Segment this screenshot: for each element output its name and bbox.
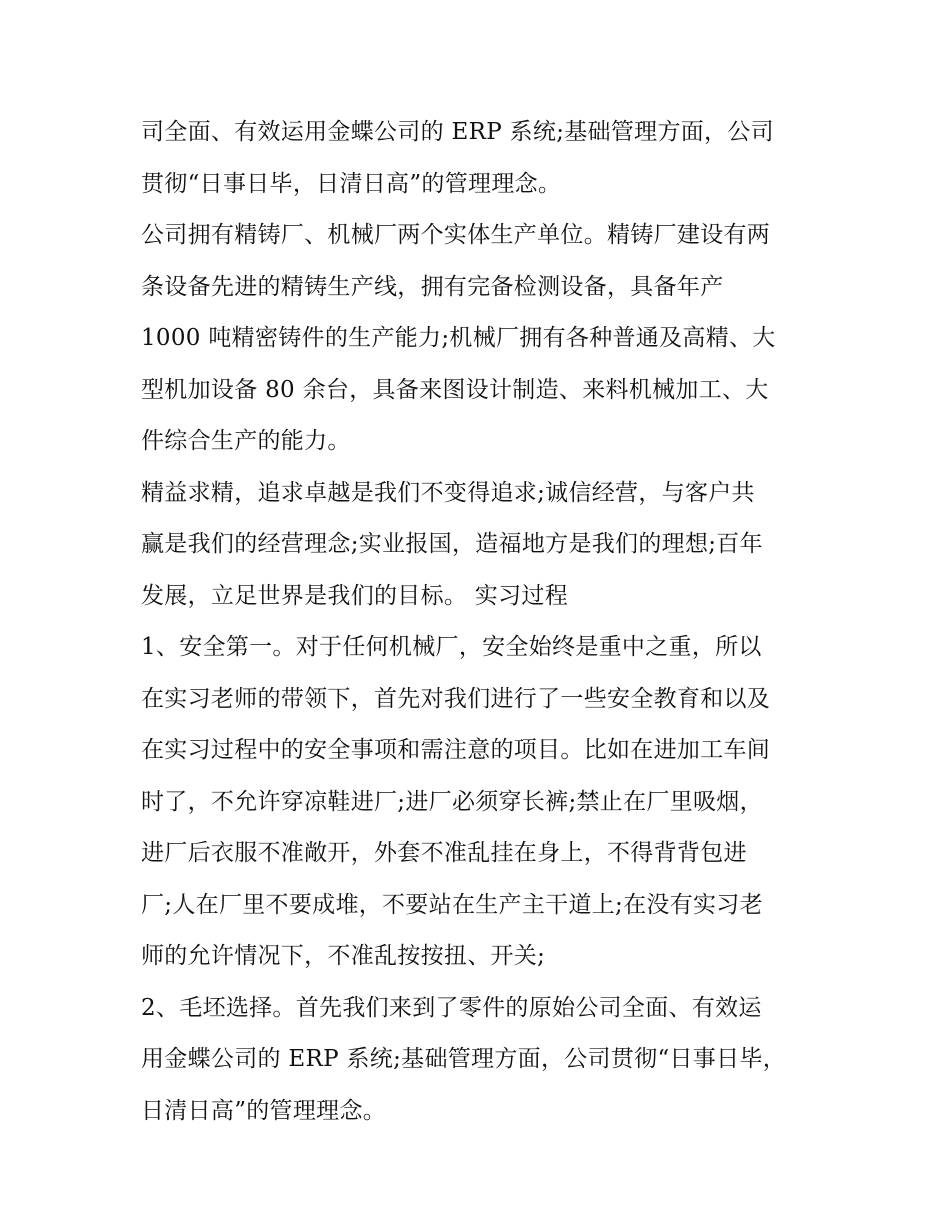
text-line: 1000 吨精密铸件的生产能力;机械厂拥有各种普通及高精、大 — [141, 325, 776, 351]
text-line: 2、毛坯选择。首先我们来到了零件的原始公司全面、有效运 — [141, 994, 762, 1021]
document-body — [141, 107, 821, 1137]
text-line: 1、安全第一。对于任何机械厂，安全始终是重中之重，所以 — [141, 634, 762, 660]
text-line: 精益求精，追求卓越是我们不变得追求;诚信经营，与客户共 — [141, 479, 755, 506]
text-line: 型机加设备 80 余台，具备来图设计制造、来料机械加工、大 — [141, 376, 769, 403]
text-line: 贯彻“日事日毕，日清日高”的管理理念。 — [141, 170, 562, 197]
text-line: 司全面、有效运用金蝶公司的 ERP 系统;基础管理方面，公司 — [141, 119, 774, 145]
text-line: 在实习老师的带领下，首先对我们进行了一些安全教育和以及 — [141, 685, 771, 712]
text-line: 条设备先进的精铸生产线，拥有完备检测设备，具备年产 — [141, 273, 724, 300]
text-line: 厂;人在厂里不要成堆，不要站在生产主干道上;在没有实习老 — [141, 891, 763, 918]
text-line: 用金蝶公司的 ERP 系统;基础管理方面，公司贯彻“日事日毕， — [141, 1046, 787, 1072]
text-line: 件综合生产的能力。 — [141, 428, 351, 454]
text-line: 公司拥有精铸厂、机械厂两个实体生产单位。精铸厂建设有两 — [141, 222, 771, 248]
text-line: 发展，立足世界是我们的目标。 实习过程 — [141, 582, 569, 609]
text-line: 进厂后衣服不准敞开，外套不准乱挂在身上，不得背背包进 — [141, 840, 747, 866]
text-line: 时了，不允许穿凉鞋进厂;进厂必须穿长裤;禁止在厂里吸烟， — [141, 788, 763, 815]
text-line: 赢是我们的经营理念;实业报国，造福地方是我们的理想;百年 — [141, 531, 763, 557]
text-line: 在实习过程中的安全事项和需注意的项目。比如在进加工车间 — [141, 737, 771, 763]
text-line: 日清日高”的管理理念。 — [141, 1097, 387, 1124]
text-line: 师的允许情况下，不准乱按按扭、开关; — [141, 943, 546, 969]
